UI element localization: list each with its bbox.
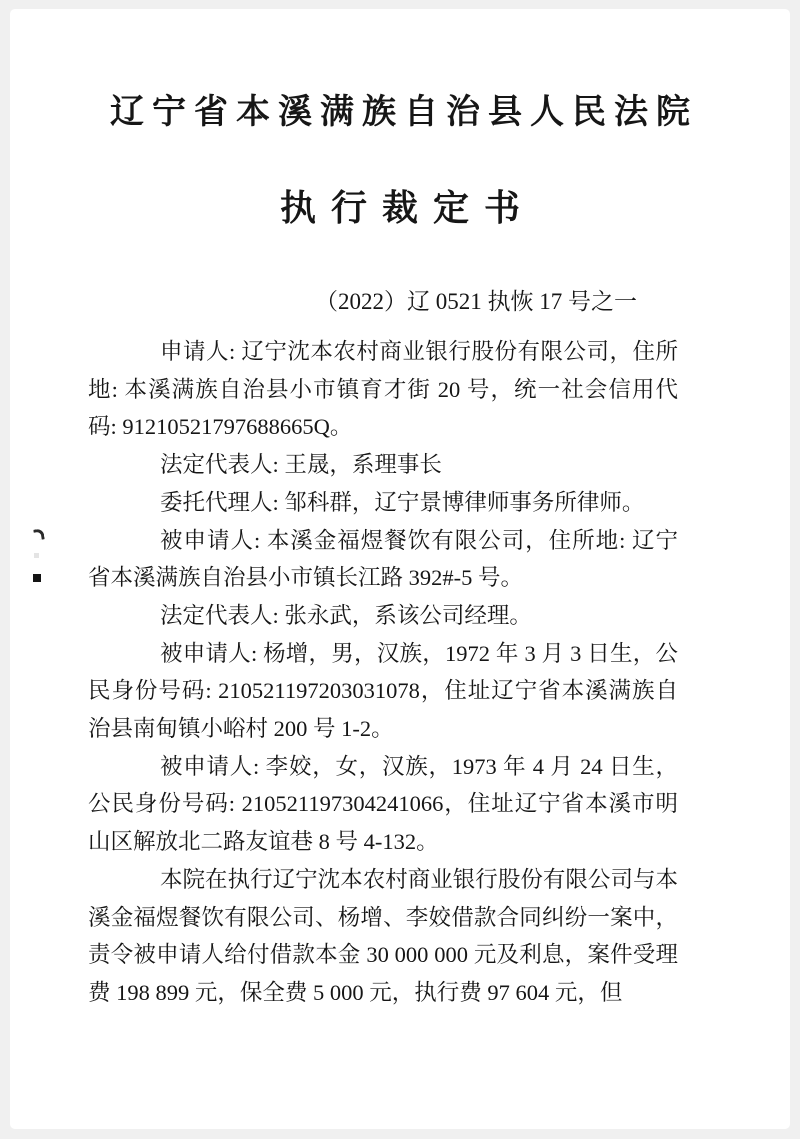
paragraph-respondent-lijiao: 被申请人: 李姣，女，汉族，1973 年 4 月 24 日生，公民身份号码: 210521197304241066，住址辽宁省本溪市明山区解放北二路友谊巷 8 号 4-132。	[88, 753, 678, 855]
document-title: 执行裁定书	[279, 188, 535, 228]
document-body	[88, 333, 678, 1012]
scan-artifact-faint-dot	[34, 553, 39, 558]
document-page	[10, 9, 790, 1129]
paragraph-applicant: 申请人: 辽宁沈本农村商业银行股份有限公司，住所地: 本溪满族自治县小市镇育才街 20 号，统一社会信用代码: 91210521797688665Q。	[88, 339, 678, 440]
scan-artifact-hook-mark	[33, 528, 44, 540]
case-number: （2022）辽 0521 执恢 17 号之一	[315, 289, 637, 314]
paragraph-respondent-company: 被申请人: 本溪金福煜餐饮有限公司，住所地: 辽宁省本溪满族自治县小市镇长江路 392#-5 号。	[88, 527, 678, 591]
scan-artifact-black-square	[33, 574, 41, 582]
court-name-heading: 辽宁省本溪满族自治县人民法院	[110, 94, 698, 131]
paragraph-legal-representative-2: 法定代表人: 张永武，系该公司经理。	[160, 602, 532, 628]
paragraph-respondent-yangzeng: 被申请人: 杨增，男，汉族，1972 年 3 月 3 日生，公民身份号码: 210521197203031078，住址辽宁省本溪满族自治县南甸镇小峪村 200 号 1-2。	[88, 640, 678, 742]
paragraph-attorney: 委托代理人: 邹科群，辽宁景博律师事务所律师。	[160, 489, 645, 515]
paragraph-legal-representative-1: 法定代表人: 王晟，系理事长	[160, 452, 442, 478]
paragraph-ruling-background: 本院在执行辽宁沈本农村商业银行股份有限公司与本溪金福煜餐饮有限公司、杨增、李姣借款合同纠纷一案中，责令被申请人给付借款本金 30 000 000 元及利息，案件受理费 198 899 元，保全费 5 000 元，执行费 97 604 元，但	[88, 866, 678, 1005]
